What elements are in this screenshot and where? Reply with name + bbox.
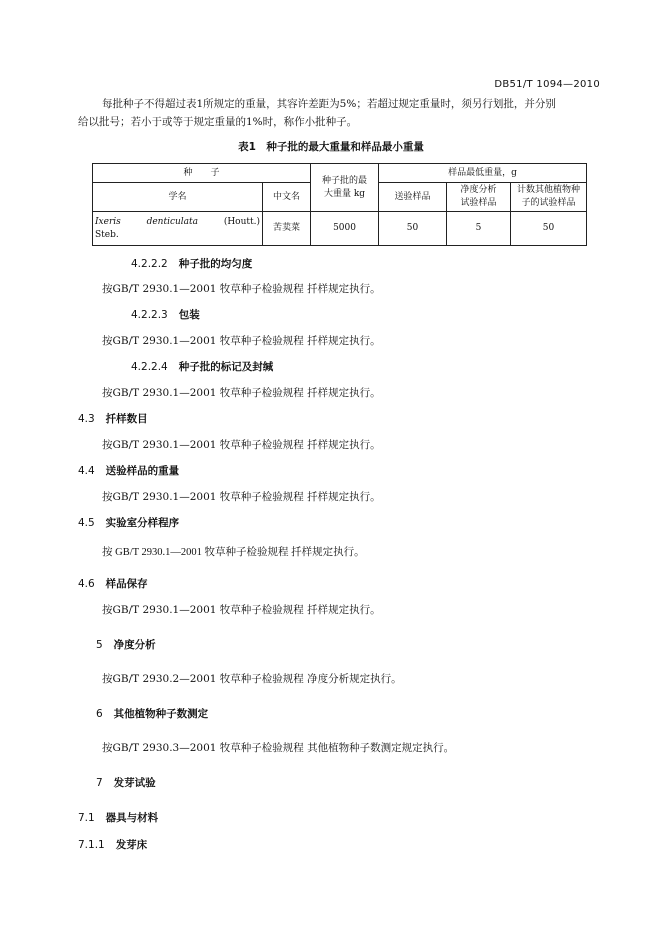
- intro-line-2: 给以批号；若小于或等于规定重量的1%时，称作小批种子。: [78, 116, 358, 128]
- section-5-text: 按GB/T 2930.2—2001 牧草种子检验规程 净度分析规定执行。: [102, 673, 402, 685]
- header-purity-line2: 试验样品: [460, 198, 497, 208]
- section-number: 5: [96, 639, 103, 651]
- sci-species: denticulata: [146, 216, 199, 227]
- section-number: 7: [96, 777, 103, 789]
- section-4-2-2-2-text: 按GB/T 2930.1—2001 牧草种子检验规程 扦样规定执行。: [102, 283, 381, 295]
- cell-max-lot: 5000: [311, 212, 379, 246]
- section-4-2-2-2-heading: [131, 256, 252, 271]
- section-number: 4.5: [78, 517, 95, 529]
- section-title: 送验样品的重量: [105, 465, 180, 477]
- section-4-2-2-3-text: 按GB/T 2930.1—2001 牧草种子检验规程 扦样规定执行。: [102, 335, 381, 347]
- section-4-2-2-4-heading: [131, 359, 273, 374]
- cell-scientific-name: [93, 212, 263, 246]
- section-title: 净度分析: [113, 639, 156, 651]
- header-submitted-sample: 送验样品: [379, 183, 447, 212]
- section-title: 发芽试验: [113, 777, 156, 789]
- header-other-seed-sample: [511, 183, 587, 212]
- section-number: 4.2.2.3: [131, 309, 168, 321]
- header-purity-sample: [447, 183, 511, 212]
- standard-code: DB51/T 1094—2010: [494, 79, 600, 90]
- section-title: 样品保存: [105, 578, 148, 590]
- table-row: [93, 212, 587, 246]
- section-4-3-heading: [78, 411, 148, 426]
- header-chinese-name: 中文名: [263, 183, 311, 212]
- cell-submitted-sample: 50: [379, 212, 447, 246]
- section-6-heading: [96, 706, 208, 721]
- section-7-1-heading: [78, 810, 158, 825]
- section-title: 实验室分样程序: [105, 517, 180, 529]
- cell-other-seed-sample: 50: [511, 212, 587, 246]
- header-max-lot: [311, 164, 379, 212]
- section-4-4-heading: [78, 463, 179, 478]
- header-scientific-name: 学名: [93, 183, 263, 212]
- section-title: 种子批的均匀度: [178, 258, 253, 270]
- header-other-line1: 计数其他植物种: [517, 185, 581, 195]
- section-4-2-2-3-heading: [131, 307, 200, 322]
- section-title: 种子批的标记及封缄: [178, 361, 274, 373]
- header-other-line2: 子的试验样品: [521, 198, 576, 208]
- section-4-5-text: 按 GB/T 2930.1—2001 牧草种子检验规程 扦样规定执行。: [102, 547, 365, 558]
- section-7-1-1-heading: [78, 837, 147, 852]
- section-title: 包装: [178, 309, 200, 321]
- section-4-6-text: 按GB/T 2930.1—2001 牧草种子检验规程 扦样规定执行。: [102, 604, 381, 616]
- section-title: 器具与材料: [105, 812, 159, 824]
- table-caption: 表1 种子批的最大重量和样品最小重量: [238, 141, 424, 153]
- header-purity-line1: 净度分析: [460, 185, 497, 195]
- intro-line-1: 每批种子不得超过表1所规定的重量，其容许差距为5%；若超过规定重量时，须另行划批，并分别: [102, 98, 556, 110]
- sci-author: (Houtt.): [223, 216, 260, 227]
- section-4-2-2-4-text: 按GB/T 2930.1—2001 牧草种子检验规程 扦样规定执行。: [102, 387, 381, 399]
- section-4-3-text: 按GB/T 2930.1—2001 牧草种子检验规程 扦样规定执行。: [102, 439, 381, 451]
- seed-lot-table: [92, 163, 587, 246]
- header-seed: 种 子: [93, 164, 311, 183]
- cell-chinese-name: 苦荬菜: [263, 212, 311, 246]
- header-max-lot-line2: 大重量 kg: [323, 188, 366, 199]
- section-number: 4.4: [78, 465, 95, 477]
- section-4-4-text: 按GB/T 2930.1—2001 牧草种子检验规程 扦样规定执行。: [102, 491, 381, 503]
- section-7-heading: [96, 775, 156, 790]
- section-5-heading: [96, 637, 156, 652]
- section-title: 扦样数目: [105, 413, 148, 425]
- section-title: 发芽床: [115, 839, 148, 851]
- section-number: 4.3: [78, 413, 95, 425]
- section-number: 7.1.1: [78, 839, 105, 851]
- section-6-text: 按GB/T 2930.3—2001 牧草种子检验规程 其他植物种子数测定规定执行。: [102, 742, 455, 754]
- header-min-weight: 样品最低重量，g: [379, 164, 587, 183]
- section-4-5-heading: [78, 515, 179, 530]
- section-4-6-heading: [78, 576, 148, 591]
- section-number: 4.6: [78, 578, 95, 590]
- cell-purity-sample: 5: [447, 212, 511, 246]
- header-max-lot-line1: 种子批的最: [322, 175, 368, 186]
- section-title: 其他植物种子数测定: [113, 708, 209, 720]
- sci-genus: Ixeris: [95, 216, 121, 227]
- section-number: 4.2.2.2: [131, 258, 168, 270]
- sci-author-2: Steb.: [95, 229, 119, 240]
- section-number: 6: [96, 708, 103, 720]
- section-number: 4.2.2.4: [131, 361, 168, 373]
- section-number: 7.1: [78, 812, 95, 824]
